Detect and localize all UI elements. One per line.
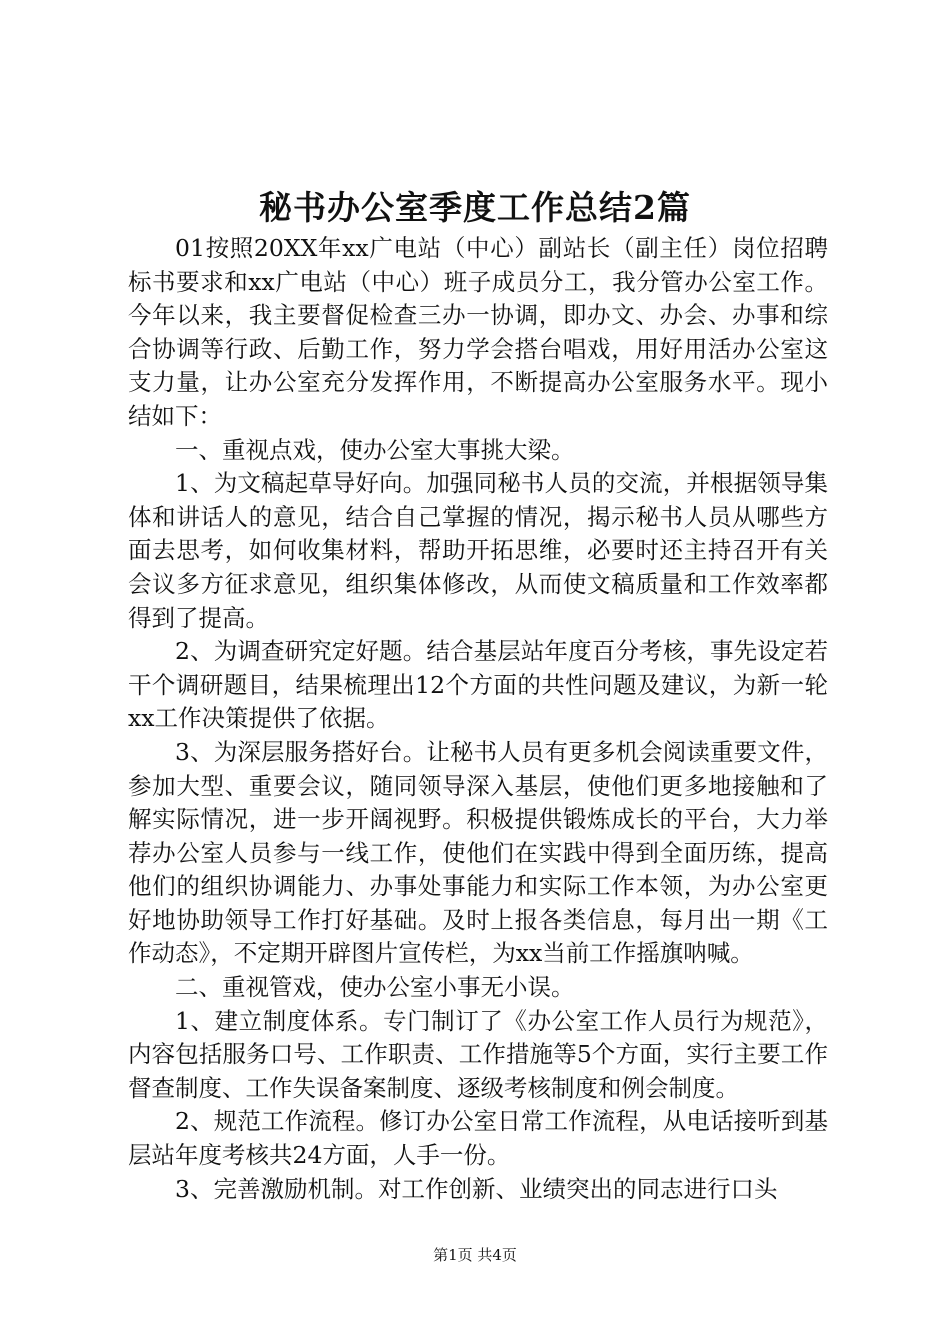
page-footer: 第1页 共4页 <box>433 1246 517 1264</box>
document-body <box>128 232 828 1206</box>
section-1-item-1: 1、为文稿起草导好向。加强同秘书人员的交流，并根据领导集体和讲话人的意见，结合自己掌握的情况，揭示秘书人员从哪些方面去思考，如何收集材料，帮助开拓思维，必要时还主持召开有关会议多方征求意见，组织集体修改，从而使文稿质量和工作效率都得到了提高。 <box>128 469 828 632</box>
intro-paragraph: 01按照20XX年xx广电站（中心）副站长（副主任）岗位招聘标书要求和xx广电站（中心）班子成员分工，我分管办公室工作。今年以来，我主要督促检查三办一协调，即办文、办会、办事和综合协调等行政、后勤工作，努力学会搭台唱戏，用好用活办公室这支力量，让办公室充分发挥作用，不断提高办公室服务水平。现小结如下： <box>128 234 828 430</box>
section-2-item-3: 3、完善激励机制。对工作创新、业绩突出的同志进行口头 <box>175 1174 778 1203</box>
section-1-item-2: 2、为调查研究定好题。结合基层站年度百分考核，事先设定若干个调研题目，结果梳理出12个方面的共性问题及建议，为新一轮xx工作决策提供了依据。 <box>128 637 828 733</box>
section-heading-2: 二、重视管戏，使办公室小事无小误。 <box>175 973 575 1002</box>
section-1-item-3: 3、为深层服务搭好台。让秘书人员有更多机会阅读重要文件，参加大型、重要会议，随同领导深入基层，使他们更多地接触和了解实际情况，进一步开阔视野。积极提供锻炼成长的平台，大力举荐办公室人员参与一线工作，使他们在实践中得到全面历练，提高他们的组织协调能力、办事处事能力和实际工作本领，为办公室更好地协助领导工作打好基础。及时上报各类信息，每月出一期《工作动态》，不定期开辟图片宣传栏，为xx当前工作摇旗呐喊。 <box>128 737 828 968</box>
document-title: 秘书办公室季度工作总结2篇 <box>259 188 691 227</box>
section-heading-1: 一、重视点戏，使办公室大事挑大梁。 <box>175 435 575 464</box>
section-2-item-1: 1、建立制度体系。专门制订了《办公室工作人员行为规范》，内容包括服务口号、工作职责、工作措施等5个方面，实行主要工作督查制度、工作失误备案制度、逐级考核制度和例会制度。 <box>128 1006 828 1102</box>
section-2-item-2: 2、规范工作流程。修订办公室日常工作流程，从电话接听到基层站年度考核共24方面，人手一份。 <box>128 1107 828 1170</box>
